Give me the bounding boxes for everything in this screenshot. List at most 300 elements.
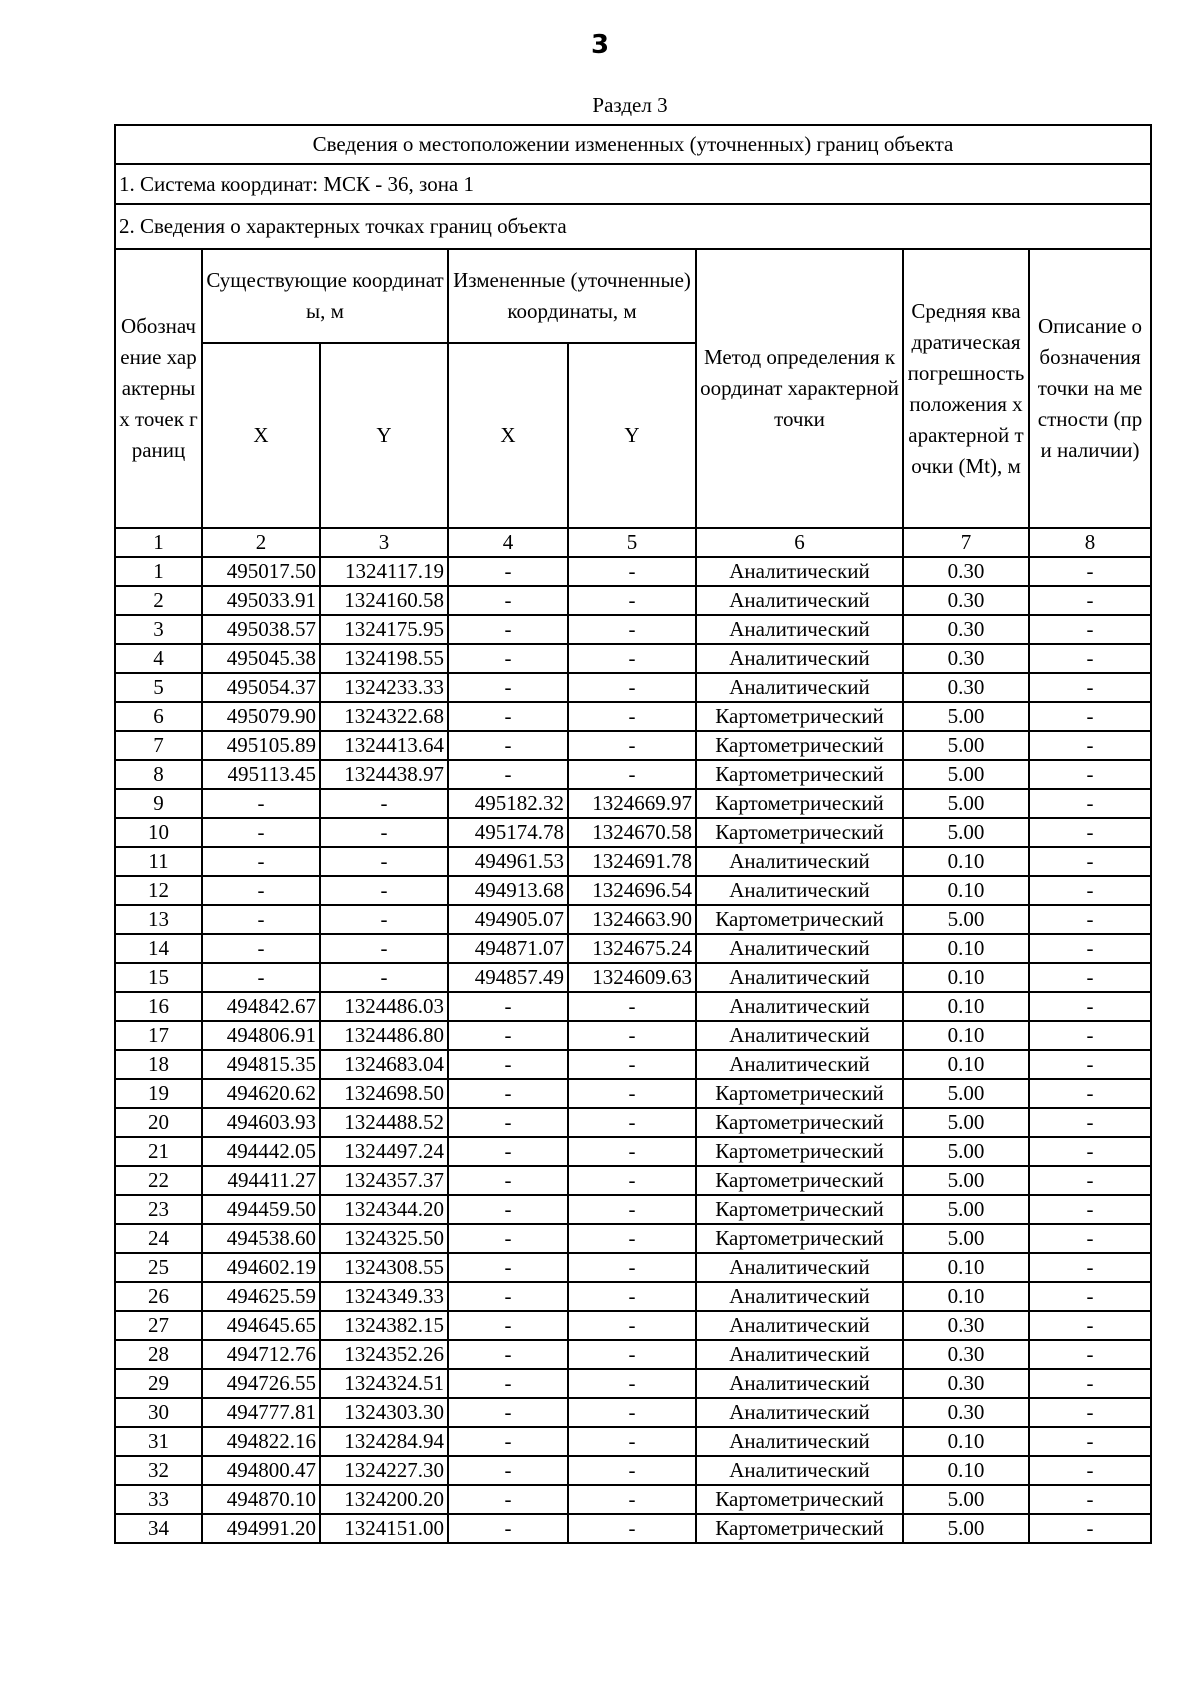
cell-changed-y: - — [568, 673, 696, 702]
table-row — [115, 760, 1151, 789]
header-changed-coords: Измененные (уточненные) координаты, м — [448, 249, 696, 343]
cell-changed-y: - — [568, 586, 696, 615]
cell-method: Аналитический — [696, 644, 903, 673]
cell-error: 5.00 — [903, 789, 1029, 818]
table-row — [115, 557, 1151, 586]
table-row — [115, 1195, 1151, 1224]
cell-error: 0.10 — [903, 963, 1029, 992]
cell-existing-y: - — [320, 789, 448, 818]
cell-changed-x: - — [448, 992, 568, 1021]
cell-point-id: 9 — [115, 789, 202, 818]
cell-existing-x: 495054.37 — [202, 673, 320, 702]
cell-changed-y: - — [568, 1282, 696, 1311]
cell-existing-y: 1324284.94 — [320, 1427, 448, 1456]
cell-changed-x: - — [448, 1340, 568, 1369]
cell-error: 0.10 — [903, 1021, 1029, 1050]
column-number: 8 — [1029, 528, 1151, 557]
cell-changed-y: - — [568, 1369, 696, 1398]
cell-existing-y: - — [320, 847, 448, 876]
cell-existing-x: 494620.62 — [202, 1079, 320, 1108]
header-method: Метод определения координат характерной точки — [696, 249, 903, 528]
cell-existing-y: 1324352.26 — [320, 1340, 448, 1369]
cell-existing-y: 1324227.30 — [320, 1456, 448, 1485]
cell-point-id: 12 — [115, 876, 202, 905]
cell-point-id: 19 — [115, 1079, 202, 1108]
cell-existing-x: 494602.19 — [202, 1253, 320, 1282]
cell-method: Картометрический — [696, 731, 903, 760]
cell-point-id: 29 — [115, 1369, 202, 1398]
cell-existing-y: - — [320, 876, 448, 905]
section-title: Раздел 3 — [592, 93, 668, 117]
cell-existing-x: 494442.05 — [202, 1137, 320, 1166]
cell-error: 0.10 — [903, 934, 1029, 963]
table-row — [115, 1137, 1151, 1166]
cell-changed-x: - — [448, 557, 568, 586]
column-number: 3 — [320, 528, 448, 557]
cell-existing-x: 494815.35 — [202, 1050, 320, 1079]
cell-existing-y: 1324324.51 — [320, 1369, 448, 1398]
cell-existing-y: 1324413.64 — [320, 731, 448, 760]
cell-changed-x: - — [448, 1050, 568, 1079]
column-number: 7 — [903, 528, 1029, 557]
cell-description: - — [1029, 963, 1151, 992]
cell-description: - — [1029, 818, 1151, 847]
cell-description: - — [1029, 615, 1151, 644]
cell-existing-y: - — [320, 905, 448, 934]
cell-description: - — [1029, 586, 1151, 615]
cell-existing-x: 495017.50 — [202, 557, 320, 586]
cell-description: - — [1029, 760, 1151, 789]
cell-description: - — [1029, 1340, 1151, 1369]
cell-method: Картометрический — [696, 1137, 903, 1166]
cell-changed-y: - — [568, 760, 696, 789]
cell-error: 0.30 — [903, 586, 1029, 615]
cell-changed-x: 495182.32 — [448, 789, 568, 818]
column-number: 6 — [696, 528, 903, 557]
column-number: 1 — [115, 528, 202, 557]
cell-existing-x: 494603.93 — [202, 1108, 320, 1137]
cell-method: Картометрический — [696, 905, 903, 934]
cell-point-id: 26 — [115, 1282, 202, 1311]
cell-existing-x: 494625.59 — [202, 1282, 320, 1311]
points-info-heading: 2. Сведения о характерных точках границ объекта — [115, 204, 1151, 249]
cell-method: Аналитический — [696, 615, 903, 644]
cell-description: - — [1029, 847, 1151, 876]
cell-error: 0.10 — [903, 1427, 1029, 1456]
cell-point-id: 3 — [115, 615, 202, 644]
cell-error: 0.10 — [903, 1456, 1029, 1485]
cell-existing-x: 495105.89 — [202, 731, 320, 760]
cell-method: Картометрический — [696, 1079, 903, 1108]
column-number: 2 — [202, 528, 320, 557]
table-row — [115, 1514, 1151, 1543]
cell-existing-x: 495038.57 — [202, 615, 320, 644]
cell-description: - — [1029, 1427, 1151, 1456]
cell-method: Картометрический — [696, 1485, 903, 1514]
cell-point-id: 17 — [115, 1021, 202, 1050]
table-row — [115, 1108, 1151, 1137]
cell-point-id: 6 — [115, 702, 202, 731]
table-row — [115, 1021, 1151, 1050]
table-row — [115, 1311, 1151, 1340]
cell-description: - — [1029, 1514, 1151, 1543]
table-row — [115, 586, 1151, 615]
cell-existing-x: 494411.27 — [202, 1166, 320, 1195]
cell-existing-y: 1324344.20 — [320, 1195, 448, 1224]
cell-changed-x: - — [448, 586, 568, 615]
cell-existing-x: - — [202, 818, 320, 847]
header-existing-y: Y — [320, 343, 448, 528]
cell-method: Картометрический — [696, 789, 903, 818]
cell-existing-x: - — [202, 789, 320, 818]
cell-existing-y: 1324438.97 — [320, 760, 448, 789]
cell-changed-x: 494905.07 — [448, 905, 568, 934]
table-row — [115, 1253, 1151, 1282]
cell-existing-y: 1324233.33 — [320, 673, 448, 702]
cell-method: Картометрический — [696, 1108, 903, 1137]
header-error: Средняя квадратическая погрешность положения характерной точки (Mt), м — [903, 249, 1029, 528]
cell-description: - — [1029, 992, 1151, 1021]
header-changed-y: Y — [568, 343, 696, 528]
cell-point-id: 31 — [115, 1427, 202, 1456]
cell-point-id: 30 — [115, 1398, 202, 1427]
cell-point-id: 14 — [115, 934, 202, 963]
cell-method: Аналитический — [696, 847, 903, 876]
cell-error: 5.00 — [903, 905, 1029, 934]
table-row — [115, 934, 1151, 963]
cell-error: 0.10 — [903, 876, 1029, 905]
cell-point-id: 23 — [115, 1195, 202, 1224]
cell-existing-y: 1324698.50 — [320, 1079, 448, 1108]
cell-changed-y: - — [568, 1166, 696, 1195]
cell-changed-y: - — [568, 992, 696, 1021]
cell-description: - — [1029, 1050, 1151, 1079]
cell-existing-y: 1324303.30 — [320, 1398, 448, 1427]
cell-existing-x: - — [202, 963, 320, 992]
cell-method: Аналитический — [696, 557, 903, 586]
cell-description: - — [1029, 731, 1151, 760]
table-row — [115, 1050, 1151, 1079]
cell-method: Картометрический — [696, 1195, 903, 1224]
cell-point-id: 25 — [115, 1253, 202, 1282]
cell-error: 0.10 — [903, 1253, 1029, 1282]
header-description: Описание обозначения точки на местности (при наличии) — [1029, 249, 1151, 528]
cell-point-id: 8 — [115, 760, 202, 789]
table-row — [115, 1398, 1151, 1427]
cell-method: Аналитический — [696, 876, 903, 905]
cell-description: - — [1029, 1021, 1151, 1050]
cell-changed-y: 1324691.78 — [568, 847, 696, 876]
cell-existing-x: 495045.38 — [202, 644, 320, 673]
cell-point-id: 24 — [115, 1224, 202, 1253]
cell-existing-y: 1324486.80 — [320, 1021, 448, 1050]
cell-description: - — [1029, 1079, 1151, 1108]
cell-changed-x: - — [448, 673, 568, 702]
cell-existing-y: 1324151.00 — [320, 1514, 448, 1543]
cell-error: 5.00 — [903, 1137, 1029, 1166]
cell-method: Аналитический — [696, 1369, 903, 1398]
cell-error: 5.00 — [903, 702, 1029, 731]
cell-changed-y: - — [568, 1050, 696, 1079]
cell-changed-y: - — [568, 1485, 696, 1514]
cell-method: Аналитический — [696, 1050, 903, 1079]
cell-changed-x: 494857.49 — [448, 963, 568, 992]
cell-method: Аналитический — [696, 1021, 903, 1050]
cell-changed-x: - — [448, 1195, 568, 1224]
header-changed-x: X — [448, 343, 568, 528]
cell-existing-x: 494842.67 — [202, 992, 320, 1021]
cell-error: 0.30 — [903, 1398, 1029, 1427]
cell-point-id: 4 — [115, 644, 202, 673]
cell-changed-y: 1324670.58 — [568, 818, 696, 847]
cell-method: Аналитический — [696, 1311, 903, 1340]
cell-point-id: 15 — [115, 963, 202, 992]
table-row — [115, 1427, 1151, 1456]
table-row — [115, 1456, 1151, 1485]
cell-existing-y: - — [320, 818, 448, 847]
cell-changed-x: - — [448, 1253, 568, 1282]
cell-method: Аналитический — [696, 1253, 903, 1282]
cell-changed-y: - — [568, 615, 696, 644]
cell-point-id: 18 — [115, 1050, 202, 1079]
cell-method: Аналитический — [696, 1398, 903, 1427]
cell-existing-y: - — [320, 963, 448, 992]
cell-error: 0.30 — [903, 1369, 1029, 1398]
cell-changed-y: - — [568, 1195, 696, 1224]
cell-existing-y: 1324349.33 — [320, 1282, 448, 1311]
cell-point-id: 20 — [115, 1108, 202, 1137]
cell-method: Картометрический — [696, 760, 903, 789]
cell-changed-y: 1324669.97 — [568, 789, 696, 818]
cell-existing-x: - — [202, 905, 320, 934]
cell-changed-x: - — [448, 1427, 568, 1456]
cell-existing-x: 495033.91 — [202, 586, 320, 615]
cell-existing-y: 1324497.24 — [320, 1137, 448, 1166]
cell-point-id: 28 — [115, 1340, 202, 1369]
cell-description: - — [1029, 1398, 1151, 1427]
cell-existing-x: 495113.45 — [202, 760, 320, 789]
cell-description: - — [1029, 934, 1151, 963]
header-point: Обозначение характерных точек границ — [115, 249, 202, 528]
cell-changed-y: 1324696.54 — [568, 876, 696, 905]
cell-method: Аналитический — [696, 1282, 903, 1311]
header-existing-x: X — [202, 343, 320, 528]
cell-error: 0.30 — [903, 1311, 1029, 1340]
cell-existing-x: 494777.81 — [202, 1398, 320, 1427]
table-row — [115, 1079, 1151, 1108]
cell-existing-y: 1324175.95 — [320, 615, 448, 644]
cell-point-id: 16 — [115, 992, 202, 1021]
cell-error: 5.00 — [903, 1195, 1029, 1224]
cell-existing-x: 494712.76 — [202, 1340, 320, 1369]
cell-changed-y: - — [568, 1253, 696, 1282]
cell-existing-x: 494459.50 — [202, 1195, 320, 1224]
cell-changed-x: - — [448, 1282, 568, 1311]
cell-method: Аналитический — [696, 1427, 903, 1456]
cell-changed-x: - — [448, 1137, 568, 1166]
cell-existing-y: 1324308.55 — [320, 1253, 448, 1282]
cell-existing-x: 494822.16 — [202, 1427, 320, 1456]
cell-point-id: 1 — [115, 557, 202, 586]
cell-existing-y: 1324117.19 — [320, 557, 448, 586]
cell-method: Аналитический — [696, 673, 903, 702]
cell-description: - — [1029, 673, 1151, 702]
cell-point-id: 22 — [115, 1166, 202, 1195]
cell-existing-y: 1324198.55 — [320, 644, 448, 673]
header-existing-coords: Существующие координаты, м — [202, 249, 448, 343]
cell-changed-x: - — [448, 1079, 568, 1108]
cell-changed-y: 1324609.63 — [568, 963, 696, 992]
cell-point-id: 32 — [115, 1456, 202, 1485]
cell-method: Аналитический — [696, 1456, 903, 1485]
cell-existing-y: - — [320, 934, 448, 963]
cell-existing-y: 1324357.37 — [320, 1166, 448, 1195]
cell-error: 0.30 — [903, 557, 1029, 586]
cell-description: - — [1029, 702, 1151, 731]
cell-method: Аналитический — [696, 934, 903, 963]
cell-description: - — [1029, 876, 1151, 905]
cell-point-id: 10 — [115, 818, 202, 847]
cell-point-id: 21 — [115, 1137, 202, 1166]
boundary-points-table — [114, 124, 1152, 1544]
cell-description: - — [1029, 1282, 1151, 1311]
cell-point-id: 13 — [115, 905, 202, 934]
table-row — [115, 731, 1151, 760]
table-row — [115, 789, 1151, 818]
cell-changed-x: - — [448, 731, 568, 760]
cell-error: 5.00 — [903, 1166, 1029, 1195]
cell-point-id: 5 — [115, 673, 202, 702]
table-row — [115, 615, 1151, 644]
cell-error: 5.00 — [903, 731, 1029, 760]
table-row — [115, 1369, 1151, 1398]
table-row — [115, 876, 1151, 905]
cell-existing-x: 494870.10 — [202, 1485, 320, 1514]
cell-changed-x: - — [448, 1398, 568, 1427]
cell-error: 5.00 — [903, 1485, 1029, 1514]
table-row — [115, 1340, 1151, 1369]
cell-changed-y: - — [568, 731, 696, 760]
table-row — [115, 847, 1151, 876]
cell-point-id: 7 — [115, 731, 202, 760]
cell-existing-x: 494991.20 — [202, 1514, 320, 1543]
cell-point-id: 27 — [115, 1311, 202, 1340]
cell-changed-x: 495174.78 — [448, 818, 568, 847]
cell-changed-x: - — [448, 760, 568, 789]
cell-existing-y: 1324325.50 — [320, 1224, 448, 1253]
cell-description: - — [1029, 1311, 1151, 1340]
cell-changed-x: - — [448, 1166, 568, 1195]
cell-existing-x: - — [202, 876, 320, 905]
cell-existing-y: 1324488.52 — [320, 1108, 448, 1137]
table-row — [115, 673, 1151, 702]
column-number: 4 — [448, 528, 568, 557]
cell-changed-y: - — [568, 1398, 696, 1427]
cell-error: 0.30 — [903, 644, 1029, 673]
table-row — [115, 963, 1151, 992]
cell-error: 0.10 — [903, 992, 1029, 1021]
cell-method: Аналитический — [696, 992, 903, 1021]
cell-error: 5.00 — [903, 1108, 1029, 1137]
cell-changed-x: - — [448, 1485, 568, 1514]
table-row — [115, 644, 1151, 673]
cell-method: Картометрический — [696, 1224, 903, 1253]
cell-existing-y: 1324382.15 — [320, 1311, 448, 1340]
cell-point-id: 33 — [115, 1485, 202, 1514]
cell-error: 0.10 — [903, 847, 1029, 876]
table-row — [115, 1282, 1151, 1311]
cell-description: - — [1029, 644, 1151, 673]
cell-changed-y: - — [568, 702, 696, 731]
cell-changed-x: - — [448, 1456, 568, 1485]
cell-changed-y: 1324663.90 — [568, 905, 696, 934]
cell-method: Картометрический — [696, 1514, 903, 1543]
cell-description: - — [1029, 905, 1151, 934]
cell-changed-x: - — [448, 1369, 568, 1398]
cell-description: - — [1029, 1369, 1151, 1398]
cell-changed-x: - — [448, 1514, 568, 1543]
cell-existing-x: - — [202, 934, 320, 963]
cell-error: 0.30 — [903, 673, 1029, 702]
cell-existing-x: 494806.91 — [202, 1021, 320, 1050]
cell-changed-y: 1324675.24 — [568, 934, 696, 963]
cell-changed-x: - — [448, 1311, 568, 1340]
cell-changed-x: - — [448, 615, 568, 644]
cell-description: - — [1029, 1195, 1151, 1224]
cell-method: Аналитический — [696, 1340, 903, 1369]
cell-changed-y: - — [568, 1224, 696, 1253]
table-row — [115, 818, 1151, 847]
cell-changed-y: - — [568, 1108, 696, 1137]
cell-method: Аналитический — [696, 586, 903, 615]
cell-existing-x: 495079.90 — [202, 702, 320, 731]
cell-method: Аналитический — [696, 963, 903, 992]
cell-description: - — [1029, 1485, 1151, 1514]
cell-existing-x: 494800.47 — [202, 1456, 320, 1485]
cell-changed-y: - — [568, 1340, 696, 1369]
cell-existing-y: 1324486.03 — [320, 992, 448, 1021]
cell-error: 5.00 — [903, 1079, 1029, 1108]
cell-description: - — [1029, 1224, 1151, 1253]
cell-description: - — [1029, 557, 1151, 586]
cell-description: - — [1029, 1108, 1151, 1137]
cell-changed-x: - — [448, 1224, 568, 1253]
table-row — [115, 1166, 1151, 1195]
column-number: 5 — [568, 528, 696, 557]
cell-changed-y: - — [568, 557, 696, 586]
table-row — [115, 702, 1151, 731]
cell-description: - — [1029, 1166, 1151, 1195]
cell-error: 5.00 — [903, 1514, 1029, 1543]
cell-description: - — [1029, 1137, 1151, 1166]
page-number: 3 — [590, 30, 610, 60]
cell-existing-x: - — [202, 847, 320, 876]
cell-description: - — [1029, 789, 1151, 818]
cell-changed-x: 494913.68 — [448, 876, 568, 905]
cell-method: Картометрический — [696, 1166, 903, 1195]
cell-error: 5.00 — [903, 760, 1029, 789]
cell-changed-y: - — [568, 644, 696, 673]
cell-changed-y: - — [568, 1427, 696, 1456]
cell-error: 0.10 — [903, 1282, 1029, 1311]
table-caption: Сведения о местоположении измененных (уточненных) границ объекта — [115, 125, 1151, 164]
cell-error: 0.30 — [903, 1340, 1029, 1369]
cell-error: 0.30 — [903, 615, 1029, 644]
cell-changed-y: - — [568, 1021, 696, 1050]
cell-changed-y: - — [568, 1514, 696, 1543]
coordinate-system: 1. Система координат: МСК - 36, зона 1 — [115, 164, 1151, 204]
cell-changed-x: - — [448, 1021, 568, 1050]
